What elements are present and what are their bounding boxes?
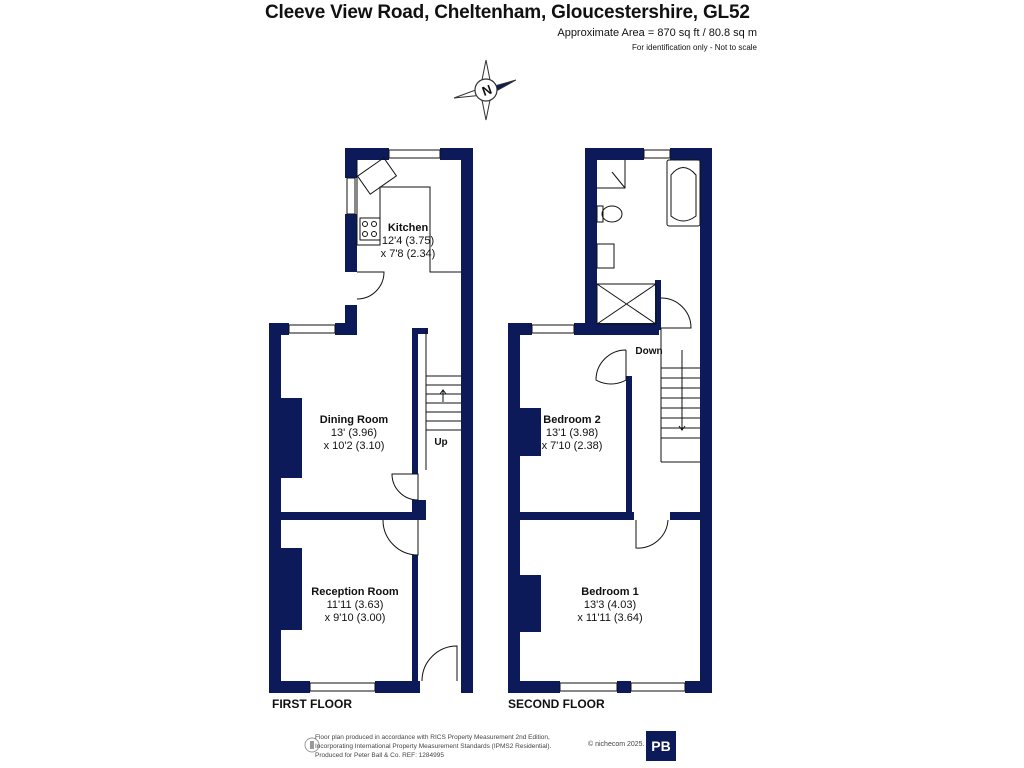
compass-label: N xyxy=(479,81,494,99)
room-dimension: 12'4 (3.75) xyxy=(381,235,435,247)
approximate-area: Approximate Area = 870 sq ft / 80.8 sq m xyxy=(557,27,757,39)
footer-text xyxy=(315,733,551,760)
agent-logo: PB xyxy=(646,731,676,761)
footer-line: Produced for Peter Ball & Co. REF: 1284995 xyxy=(315,752,444,759)
room-name: Kitchen xyxy=(387,222,429,234)
copyright: © nichecom 2025. xyxy=(588,741,645,748)
room-dimension: x 7'10 (2.38) xyxy=(541,440,603,452)
room-dimension: x 9'10 (3.00) xyxy=(324,612,386,624)
second-floor-label: SECOND FLOOR xyxy=(508,697,605,711)
room-name: Bedroom 2 xyxy=(543,414,601,426)
room-dimension: 13' (3.96) xyxy=(330,427,378,439)
room-labels xyxy=(311,222,662,624)
stairs-down-label: Down xyxy=(635,346,663,357)
room-dimension: x 11'11 (3.64) xyxy=(577,612,643,624)
room-dimension: 13'1 (3.98) xyxy=(545,427,599,439)
room-dimension: 11'11 (3.63) xyxy=(326,599,384,611)
compass-north-icon xyxy=(454,60,516,120)
room-name: Dining Room xyxy=(319,414,389,426)
footer-line: Floor plan produced in accordance with RICS Property Measurement 2nd Edition, xyxy=(315,734,550,741)
stairs-up-label: Up xyxy=(434,437,448,448)
room-name: Reception Room xyxy=(311,586,399,598)
page-title: Cleeve View Road, Cheltenham, Gloucestershire, GL52 xyxy=(265,2,750,23)
room-dimension: 13'3 (4.03) xyxy=(583,599,637,611)
first-floor-label: FIRST FLOOR xyxy=(272,697,352,711)
scale-note: For identification only - Not to scale xyxy=(632,43,757,52)
room-dimension: x 10'2 (3.10) xyxy=(323,440,385,452)
footer-line: Incorporating International Property Measurement Standards (IPMS2 Residential). xyxy=(315,743,552,750)
room-name: Bedroom 1 xyxy=(581,586,639,598)
room-dimension: x 7'8 (2.34) xyxy=(380,248,436,260)
